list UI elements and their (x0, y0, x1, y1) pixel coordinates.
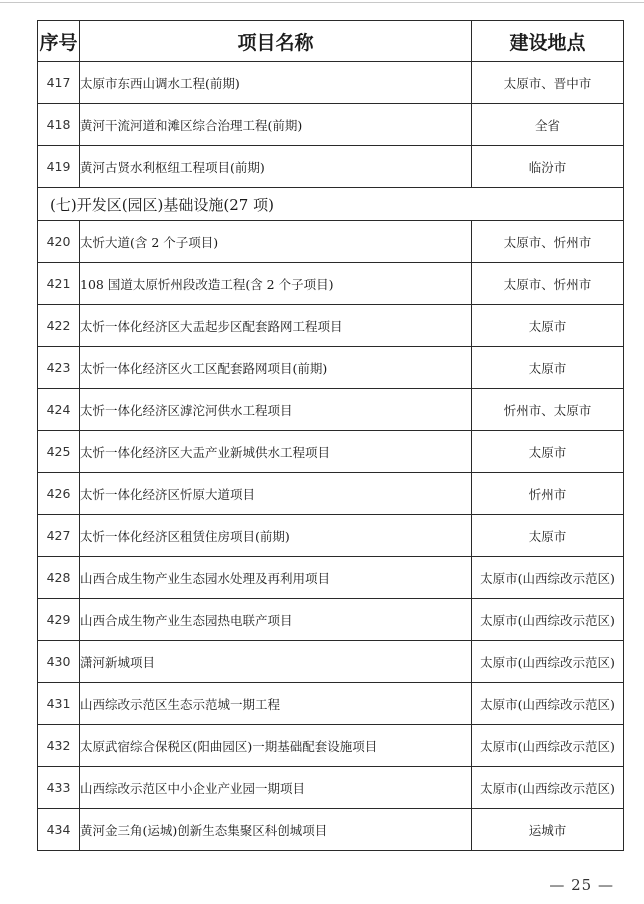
project-location: 太原市(山西综改示范区) (472, 725, 624, 767)
project-location: 太原市 (472, 305, 624, 347)
project-name: 山西综改示范区中小企业产业园一期项目 (80, 767, 472, 809)
project-table (37, 20, 624, 851)
row-number: 433 (38, 767, 80, 809)
row-number: 432 (38, 725, 80, 767)
project-name: 潇河新城项目 (80, 641, 472, 683)
project-location: 临汾市 (472, 146, 624, 188)
table-row (38, 347, 624, 389)
table-row (38, 146, 624, 188)
table-row (38, 389, 624, 431)
row-number: 421 (38, 263, 80, 305)
project-location: 全省 (472, 104, 624, 146)
project-name: 太原武宿综合保税区(阳曲园区)一期基础配套设施项目 (80, 725, 472, 767)
project-name: 山西合成生物产业生态园热电联产项目 (80, 599, 472, 641)
project-name: 太忻大道(含 2 个子项目) (80, 221, 472, 263)
project-name: 太忻一体化经济区大盂产业新城供水工程项目 (80, 431, 472, 473)
project-name: 太忻一体化经济区大盂起步区配套路网工程项目 (80, 305, 472, 347)
table-row (38, 104, 624, 146)
table-row (38, 557, 624, 599)
row-number: 423 (38, 347, 80, 389)
project-name: 山西合成生物产业生态园水处理及再利用项目 (80, 557, 472, 599)
table-row (38, 62, 624, 104)
project-location: 太原市(山西综改示范区) (472, 557, 624, 599)
header-name: 项目名称 (80, 21, 472, 62)
project-name: 太原市东西山调水工程(前期) (80, 62, 472, 104)
project-location: 太原市 (472, 431, 624, 473)
row-number: 418 (38, 104, 80, 146)
row-number: 431 (38, 683, 80, 725)
project-name: 太忻一体化经济区滹沱河供水工程项目 (80, 389, 472, 431)
project-name: 黄河金三角(运城)创新生态集聚区科创城项目 (80, 809, 472, 851)
project-location: 太原市(山西综改示范区) (472, 767, 624, 809)
project-location: 太原市(山西综改示范区) (472, 599, 624, 641)
project-name: 黄河干流河道和滩区综合治理工程(前期) (80, 104, 472, 146)
project-location: 太原市、忻州市 (472, 263, 624, 305)
row-number: 417 (38, 62, 80, 104)
project-location: 忻州市 (472, 473, 624, 515)
table-row (38, 599, 624, 641)
project-location: 太原市、忻州市 (472, 221, 624, 263)
project-name: 108 国道太原忻州段改造工程(含 2 个子项目) (80, 263, 472, 305)
table-row (38, 305, 624, 347)
table-row (38, 725, 624, 767)
row-number: 425 (38, 431, 80, 473)
table-row (38, 515, 624, 557)
table-row (38, 641, 624, 683)
table-header-row (38, 21, 624, 62)
project-location: 太原市 (472, 515, 624, 557)
project-location: 运城市 (472, 809, 624, 851)
project-name: 黄河古贤水利枢纽工程项目(前期) (80, 146, 472, 188)
row-number: 434 (38, 809, 80, 851)
header-location: 建设地点 (472, 21, 624, 62)
row-number: 430 (38, 641, 80, 683)
table-row (38, 473, 624, 515)
header-no: 序号 (38, 21, 80, 62)
project-name: 太忻一体化经济区火工区配套路网项目(前期) (80, 347, 472, 389)
row-number: 428 (38, 557, 80, 599)
table-row (38, 221, 624, 263)
project-location: 忻州市、太原市 (472, 389, 624, 431)
page-number: — 25 — (549, 876, 614, 894)
table-row (38, 809, 624, 851)
project-location: 太原市 (472, 347, 624, 389)
row-number: 427 (38, 515, 80, 557)
row-number: 429 (38, 599, 80, 641)
table-row (38, 767, 624, 809)
table-row (38, 263, 624, 305)
row-number: 419 (38, 146, 80, 188)
project-name: 太忻一体化经济区忻原大道项目 (80, 473, 472, 515)
project-location: 太原市(山西综改示范区) (472, 683, 624, 725)
row-number: 422 (38, 305, 80, 347)
row-number: 426 (38, 473, 80, 515)
table-row (38, 431, 624, 473)
project-location: 太原市(山西综改示范区) (472, 641, 624, 683)
table-body (38, 62, 624, 851)
section-row (38, 188, 624, 221)
row-number: 420 (38, 221, 80, 263)
project-name: 山西综改示范区生态示范城一期工程 (80, 683, 472, 725)
table-row (38, 683, 624, 725)
project-location: 太原市、晋中市 (472, 62, 624, 104)
row-number: 424 (38, 389, 80, 431)
project-name: 太忻一体化经济区租赁住房项目(前期) (80, 515, 472, 557)
section-title: (七)开发区(园区)基础设施(27 项) (38, 188, 624, 221)
page-top-rule (0, 2, 644, 3)
